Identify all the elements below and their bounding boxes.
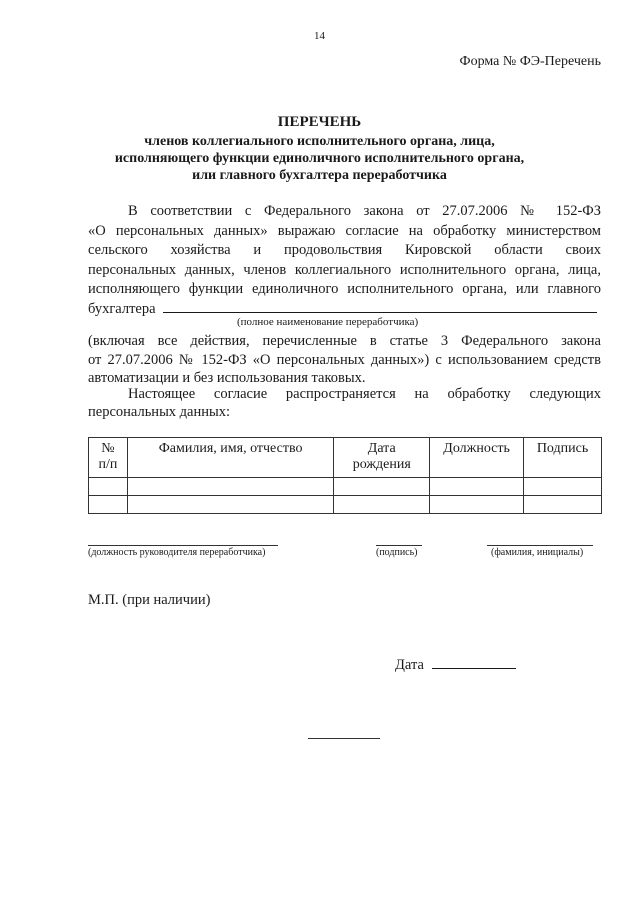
table-cell[interactable] xyxy=(524,496,602,514)
header-dob-line-2: рождения xyxy=(352,457,411,472)
head-position-line[interactable] xyxy=(88,545,278,546)
consent-text-line-6: бухгалтера xyxy=(88,301,156,317)
consent-text-line-9: автоматизации и без использования таковых. xyxy=(88,370,366,386)
date-row xyxy=(395,656,516,674)
header-date-of-birth xyxy=(334,438,430,478)
consent-text-line-5: исполняющего функции единоличного исполнительного органа, или главного xyxy=(88,281,601,297)
signature-line[interactable] xyxy=(376,545,422,546)
head-position-caption: (должность руководителя переработчика) xyxy=(88,547,266,558)
table-cell[interactable] xyxy=(127,478,333,496)
table-cell[interactable] xyxy=(524,478,602,496)
consent-text-line-2: «О персональных данных» выражаю согласие на обработку министерством xyxy=(88,223,601,239)
header-signature: Подпись xyxy=(524,438,602,478)
date-field[interactable] xyxy=(432,656,516,669)
date-label: Дата xyxy=(395,657,424,673)
form-code: Форма № ФЭ-Перечень xyxy=(459,54,601,69)
header-number-line-2: п/п xyxy=(98,457,118,472)
consent-text-line-10: Настоящее согласие распространяется на обработку следующих xyxy=(128,386,601,402)
header-full-name: Фамилия, имя, отчество xyxy=(127,438,333,478)
document-title: ПЕРЕЧЕНЬ xyxy=(277,114,362,130)
table-cell[interactable] xyxy=(127,496,333,514)
signature-caption: (подпись) xyxy=(376,547,418,558)
processor-name-field[interactable] xyxy=(163,300,597,313)
stamp-note: М.П. (при наличии) xyxy=(88,592,211,608)
table-cell[interactable] xyxy=(334,478,430,496)
consent-text-line-1: В соответствии с Федерального закона от 27.07.2006 № 152-ФЗ xyxy=(128,203,601,219)
consent-text-line-11: персональных данных: xyxy=(88,404,231,420)
end-separator-line xyxy=(308,738,380,739)
consent-text-line-7: (включая все действия, перечисленные в статье 3 Федерального закона xyxy=(88,333,601,349)
table-cell[interactable] xyxy=(89,496,128,514)
header-number xyxy=(89,438,128,478)
personal-data-table xyxy=(88,437,602,514)
header-position: Должность xyxy=(430,438,524,478)
consent-text-line-4: персональных данных, членов коллегиального исполнительного органа, лица, xyxy=(88,262,601,278)
consent-text-line-3: сельского хозяйства и продовольствия Кировской области своих xyxy=(88,242,601,258)
page-number: 14 xyxy=(314,30,325,42)
table-cell[interactable] xyxy=(430,496,524,514)
processor-name-caption: (полное наименование переработчика) xyxy=(237,316,419,328)
table-cell[interactable] xyxy=(430,478,524,496)
document-subtitle-line-3: или главного бухгалтера переработчика xyxy=(192,168,447,183)
consent-text-line-8: от 27.07.2006 № 152-ФЗ «О персональных данных») с использованием средств xyxy=(88,352,601,368)
table-header-row xyxy=(89,438,602,478)
document-subtitle-line-2: исполняющего функции единоличного исполнительного органа, xyxy=(114,151,525,166)
header-dob-line-1: Дата xyxy=(367,441,396,456)
table-row xyxy=(89,478,602,496)
table-cell[interactable] xyxy=(334,496,430,514)
name-initials-caption: (фамилия, инициалы) xyxy=(491,547,584,558)
document-subtitle-line-1: членов коллегиального исполнительного органа, лица, xyxy=(144,134,495,149)
name-initials-line[interactable] xyxy=(487,545,593,546)
table-cell[interactable] xyxy=(89,478,128,496)
header-number-line-1: № xyxy=(101,441,115,456)
table-row xyxy=(89,496,602,514)
